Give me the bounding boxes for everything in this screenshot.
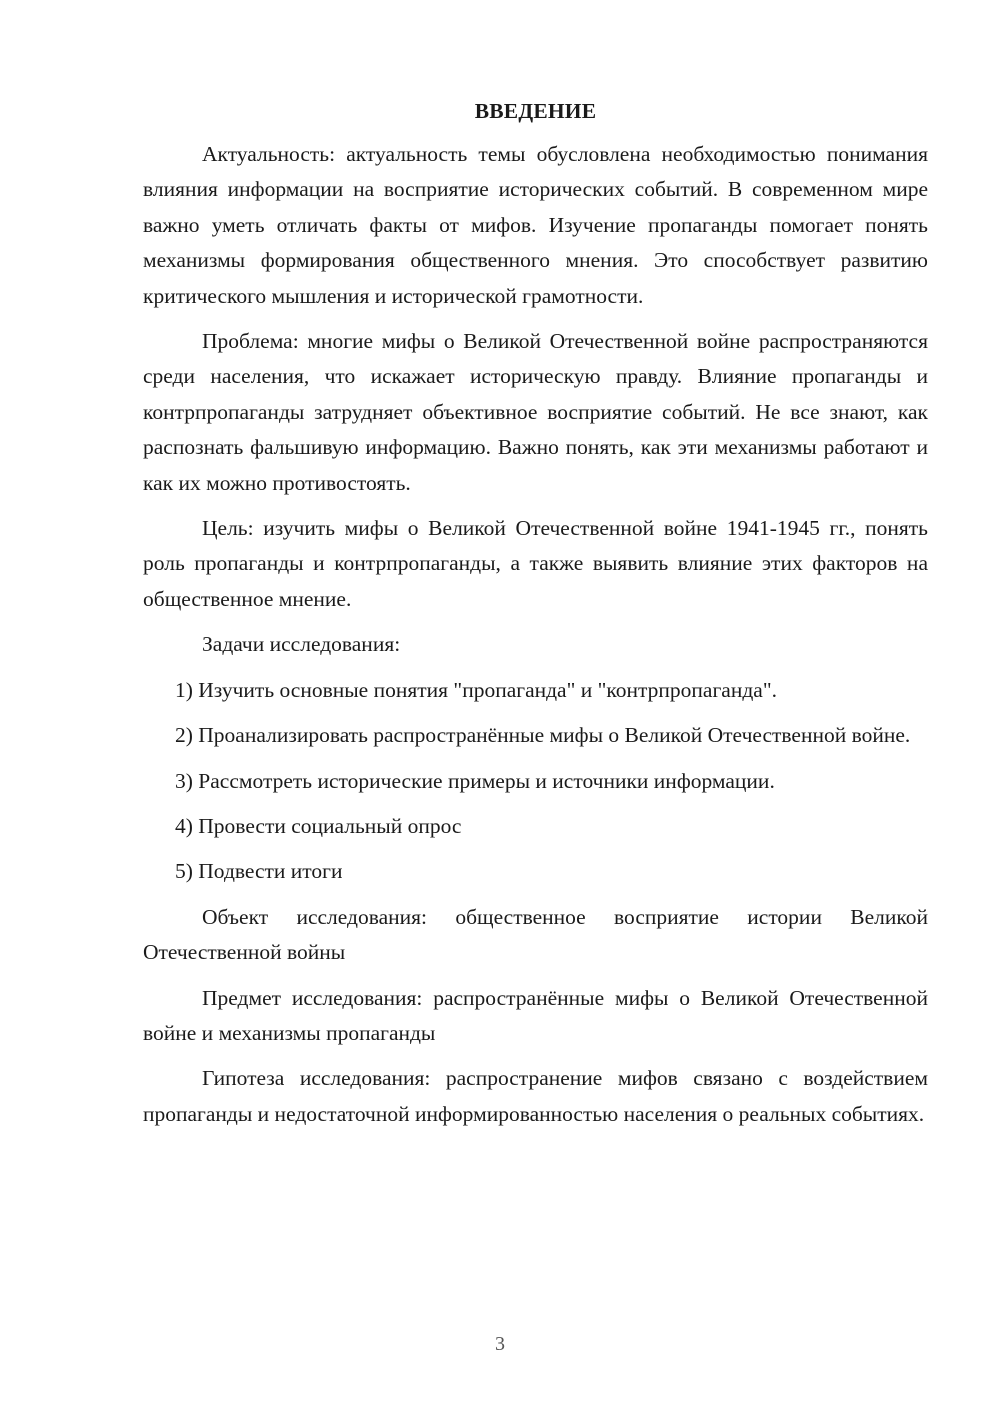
problem-paragraph: Проблема: многие мифы о Великой Отечественной войне распространяются среди населения, что искажает историческую правду. Влияние пропаганды и контрпропаганды затрудняет объективное восприятие событий. Не все знают, как распознать фальшивую информацию. Важно понять, как эти механизмы работают и как их можно противостоять. <box>143 329 928 495</box>
tasks-heading: Задачи исследования: <box>202 632 401 657</box>
task-item: 5) Подвести итоги <box>175 859 343 884</box>
task-item: 4) Провести социальный опрос <box>175 813 462 838</box>
goal-paragraph: Цель: изучить мифы о Великой Отечественной войне 1941-1945 гг., понять роль пропаганды и контрпропаганды, а также выявить влияние этих факторов на общественное мнение. <box>143 516 928 611</box>
section-heading: ВВЕДЕНИЕ <box>474 99 597 123</box>
page-number: 3 <box>495 1333 505 1355</box>
subject-paragraph: Предмет исследования: распространённые мифы о Великой Отечественной войне и механизмы пропаганды <box>143 985 928 1045</box>
task-item: 2) Проанализировать распространённые мифы о Великой Отечественной войне. <box>175 723 911 748</box>
task-item: 3) Рассмотреть исторические примеры и источники информации. <box>175 768 775 793</box>
document-page <box>143 92 928 1132</box>
object-paragraph: Объект исследования: общественное восприятие истории Великой Отечественной войны <box>143 904 928 965</box>
relevance-paragraph: Актуальность: актуальность темы обусловлена необходимостью понимания влияния информации на восприятие исторических событий. В современном мире важно уметь отличать факты от мифов. Изучение пропаганды помогает понять механизмы формирования общественного мнения. Это способствует развитию критического мышления и исторической грамотности. <box>143 142 928 308</box>
task-item: 1) Изучить основные понятия "пропаганда" и "контрпропаганда". <box>175 677 777 702</box>
hypothesis-paragraph: Гипотеза исследования: распространение мифов связано с воздействием пропаганды и недостаточной информированностью населения о реальных событиях. <box>143 1066 928 1126</box>
